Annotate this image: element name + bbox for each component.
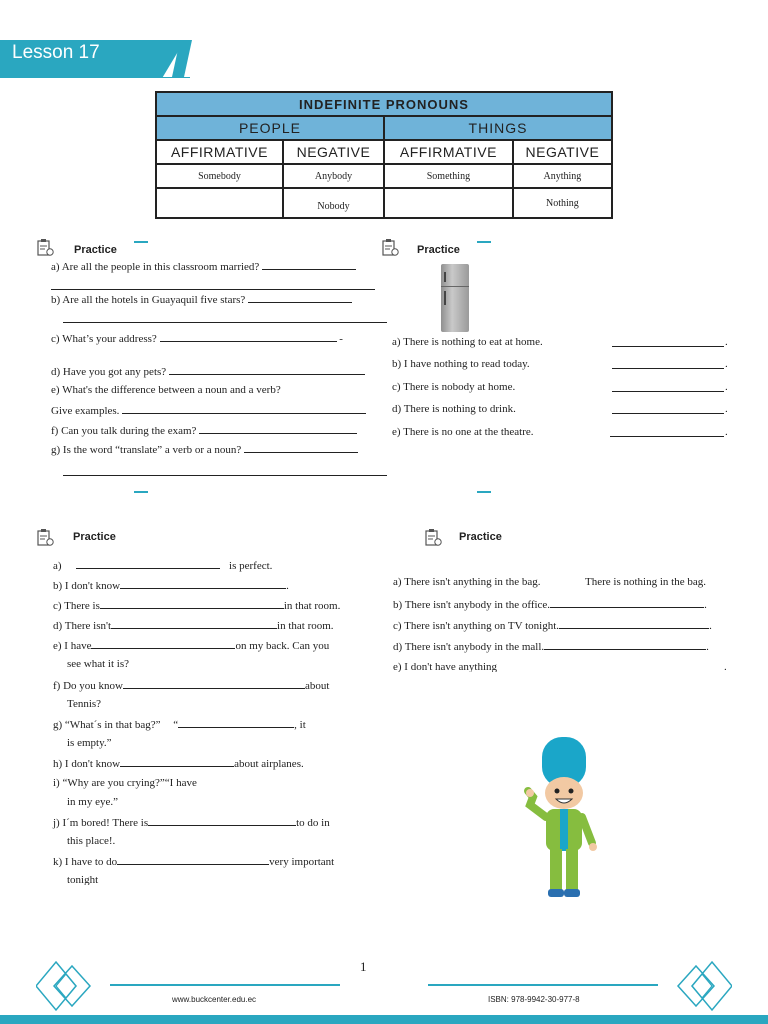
sentence-text: “Why are you crying?”“I have (62, 777, 197, 789)
table-cell: Anything (513, 164, 612, 188)
question-text: f) Can you talk during the exam? (51, 425, 197, 437)
sentence-text: Do you know (63, 680, 123, 692)
sentence-text: e) I don't have anything (393, 661, 498, 672)
table-cell: Nothing (513, 188, 612, 218)
sentence-text: There is (64, 600, 100, 612)
sentence-text: see what it is? (67, 658, 130, 670)
item-letter: b) (53, 580, 63, 592)
line-end-dot: . (704, 599, 707, 611)
line-end-dot: . (725, 426, 728, 438)
exercise-line (53, 717, 306, 732)
question-text: Give examples. (51, 405, 120, 417)
sentence-text: d) There isn't anybody in the mall. (393, 641, 545, 653)
sentence-text: I don't know (64, 580, 121, 592)
guard-illustration (520, 735, 610, 910)
sentence-text: I don't know (64, 758, 121, 770)
answer-blank[interactable] (160, 331, 337, 342)
item-letter: d) (53, 620, 63, 632)
answer-blank[interactable] (559, 618, 709, 629)
question-text: d) Have you got any pets? (51, 366, 167, 378)
sentence-text: to do in (296, 817, 330, 829)
footer-bar (0, 1015, 768, 1024)
sentence-text: in that room. (283, 600, 341, 612)
question-text: e) There is no one at the theatre. (392, 426, 534, 438)
sentence-text: There is nothing in the bag. (585, 576, 706, 588)
answer-blank[interactable] (63, 475, 387, 476)
exercise-line (53, 638, 329, 653)
question-text: b) I have nothing to read today. (392, 358, 530, 370)
answer-blank[interactable] (612, 368, 724, 369)
exercise-line (53, 776, 197, 790)
clipped-line (380, 660, 530, 672)
col-negative-things: NEGATIVE (513, 140, 612, 164)
exercise-line (51, 292, 352, 307)
sentence-text: b) There isn't anybody in the office. (393, 599, 551, 611)
practice-heading: Practice (459, 531, 502, 543)
footer-line (110, 984, 340, 986)
sentence-text: I have to do (64, 856, 118, 868)
exercise-line (53, 756, 304, 771)
exercise-line (393, 639, 709, 654)
diamond-logo-right (660, 960, 732, 1017)
sentence-text: about (304, 680, 330, 692)
answer-blank[interactable] (550, 597, 704, 608)
question-text: d) There is nothing to drink. (392, 403, 516, 415)
sentence-text: is perfect. (229, 560, 273, 572)
indefinite-pronouns-table (155, 91, 613, 219)
line-end-dot: . (286, 580, 289, 592)
sentence-text: I have (64, 640, 92, 652)
sentence-text: There isn't (64, 620, 112, 632)
answer-blank[interactable] (612, 391, 724, 392)
page-number: 1 (360, 959, 367, 974)
clipboard-icon (424, 528, 442, 551)
item-letter: a) (53, 560, 62, 572)
clipboard-icon (36, 238, 54, 261)
exercise-line (51, 364, 365, 379)
footer-website[interactable]: www.buckcenter.edu.ec (172, 995, 257, 1004)
clipboard-icon (381, 238, 399, 261)
sentence-text: a) There isn't anything in the bag. (393, 576, 541, 588)
answer-blank[interactable] (148, 815, 296, 826)
table-cell: Nobody (283, 188, 384, 218)
answer-blank[interactable] (544, 639, 706, 650)
sentence-text: in my eye.” (67, 796, 119, 808)
sentence-text: tonight (67, 874, 99, 885)
question-text: c) What’s your address? (51, 333, 157, 345)
exercise-line (51, 403, 366, 418)
footer-line (428, 984, 658, 986)
practice-heading: Practice (74, 244, 117, 256)
table-cell (384, 188, 513, 218)
diamond-logo-left (36, 960, 108, 1017)
item-letter: f) (53, 680, 61, 692)
table-cell (156, 188, 283, 218)
line-end-dot: . (724, 661, 727, 673)
divider-dash (134, 491, 148, 493)
col-negative-people: NEGATIVE (283, 140, 384, 164)
footer-isbn: ISBN: 978-9942-30-977-8 (488, 995, 580, 1004)
answer-blank[interactable] (178, 717, 294, 728)
clipboard-icon (36, 528, 54, 551)
exercise-line (53, 618, 334, 633)
answer-blank[interactable] (51, 289, 375, 290)
table-cell: Anybody (283, 164, 384, 188)
sentence-text: “What´s in that bag?” (64, 719, 161, 731)
exercise-line (53, 854, 334, 869)
table-cell: Something (384, 164, 513, 188)
item-letter: j) (53, 817, 60, 829)
answer-blank[interactable] (610, 436, 724, 437)
sentence-text: in that room. (277, 620, 334, 632)
line-end-dot: . (725, 381, 728, 393)
fridge-door-line (441, 286, 469, 287)
table-cell: Somebody (156, 164, 283, 188)
answer-blank[interactable] (100, 598, 284, 609)
answer-blank[interactable] (169, 364, 365, 375)
question-text: e) What's the difference between a noun and a verb? (51, 384, 281, 396)
sentence-text: this place!. (67, 835, 116, 847)
exercise-line (51, 442, 358, 457)
exercise-line (53, 815, 330, 830)
answer-blank[interactable] (612, 346, 724, 347)
answer-blank[interactable] (76, 558, 220, 569)
lesson-title: Lesson 17 (12, 42, 100, 63)
table-title: INDEFINITE PRONOUNS (156, 92, 612, 116)
exercise-line (393, 597, 707, 612)
sentence-text: very important (269, 856, 335, 868)
divider-dash (477, 491, 491, 493)
line-end-dot: . (709, 620, 712, 632)
exercise-line (53, 558, 272, 573)
exercise-line (51, 259, 356, 274)
answer-blank[interactable] (111, 618, 277, 629)
group-things: THINGS (384, 116, 612, 140)
line-end-dot: . (725, 336, 728, 348)
question-text: c) There is nobody at home. (392, 381, 516, 393)
answer-blank[interactable] (244, 442, 358, 453)
exercise-line (393, 618, 712, 633)
item-letter: i) (53, 777, 60, 789)
sentence-text: is empty.” (67, 737, 112, 749)
answer-blank[interactable] (120, 578, 286, 589)
sentence-text: , it (294, 719, 306, 731)
sentence-text: “ (173, 719, 179, 731)
exercise-line (53, 578, 289, 593)
exercise-line (51, 331, 343, 346)
sentence-text: about airplanes. (234, 758, 304, 770)
answer-blank[interactable] (248, 292, 352, 303)
answer-blank[interactable] (199, 423, 357, 434)
lesson-underline (0, 77, 190, 78)
group-people: PEOPLE (156, 116, 384, 140)
answer-blank[interactable] (91, 638, 235, 649)
question-text: a) There is nothing to eat at home. (392, 336, 543, 348)
item-letter: g) (53, 719, 63, 731)
divider-dash (477, 241, 491, 243)
col-affirmative-things: AFFIRMATIVE (384, 140, 513, 164)
sentence-text: Tennis? (67, 698, 102, 710)
line-end-dot: . (725, 403, 728, 415)
col-affirmative-people: AFFIRMATIVE (156, 140, 283, 164)
item-letter: h) (53, 758, 63, 770)
fridge-handle (444, 272, 446, 282)
answer-blank[interactable] (117, 854, 269, 865)
answer-blank[interactable] (122, 403, 366, 414)
fridge-handle (444, 291, 446, 305)
item-letter: e) (53, 640, 62, 652)
sentence-text: c) There isn't anything on TV tonight. (393, 620, 560, 632)
answer-blank[interactable] (120, 756, 234, 767)
exercise-line (51, 423, 357, 438)
exercise-line (53, 678, 329, 693)
item-letter: c) (53, 600, 62, 612)
answer-blank[interactable] (612, 413, 724, 414)
question-suffix: - (339, 333, 343, 345)
practice-heading: Practice (417, 244, 460, 256)
question-text: a) Are all the people in this classroom married? (51, 261, 260, 273)
divider-dash (134, 241, 148, 243)
item-letter: k) (53, 856, 63, 868)
line-end-dot: . (706, 641, 709, 653)
sentence-text: on my back. Can you (235, 640, 330, 652)
question-text: b) Are all the hotels in Guayaquil five stars? (51, 294, 246, 306)
exercise-line (53, 598, 340, 613)
answer-blank[interactable] (262, 259, 356, 270)
practice-heading: Practice (73, 531, 116, 543)
line-end-dot: . (725, 358, 728, 370)
sentence-text: I´m bored! There is (62, 817, 149, 829)
answer-blank[interactable] (123, 678, 305, 689)
clipped-line (0, 873, 390, 885)
answer-blank[interactable] (63, 322, 387, 323)
question-text: g) Is the word “translate” a verb or a noun? (51, 444, 242, 456)
